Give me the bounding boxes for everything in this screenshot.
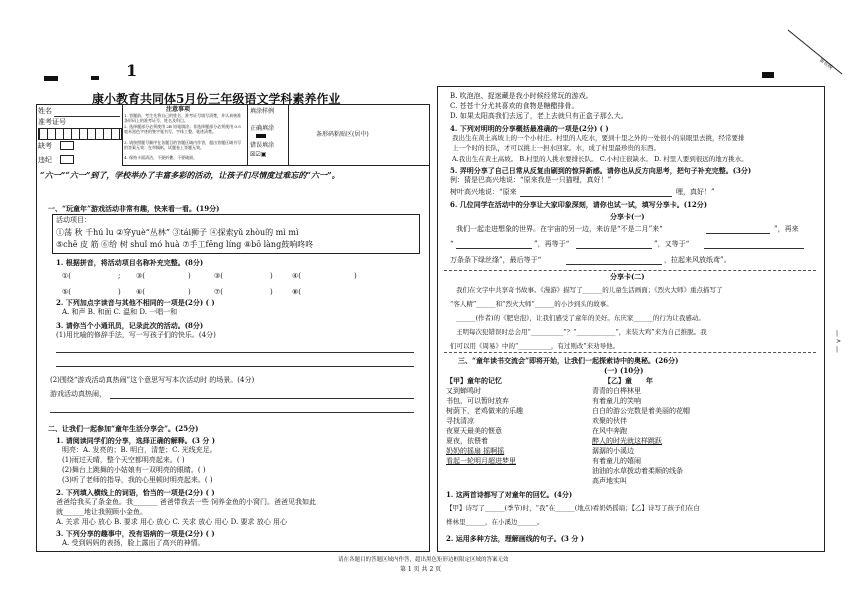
wrong-fill-label: 错误填涂 <box>250 142 275 149</box>
poem-line: 青青的白桦林里 <box>592 387 641 395</box>
answer-line[interactable] <box>56 366 414 367</box>
page-number: 1 <box>126 61 138 80</box>
wrong-fill-marks: ☒☑▣ <box>250 151 267 158</box>
notice-line: 4. 保持卡面清洁，不要折叠、不要破损。 <box>124 155 198 160</box>
answer-line[interactable] <box>456 248 532 249</box>
correct-fill-label: 正确填涂 <box>250 125 275 132</box>
part1-q3-sub2-start: 游戏活动真热闹， <box>50 390 106 398</box>
answer-line[interactable] <box>50 412 414 413</box>
share-card-1-line: ”，再等于“ <box>534 240 570 248</box>
poem-line: 夜夏天最美的惬意 <box>446 427 502 435</box>
q1-blank[interactable]: ⑤( <box>62 288 72 296</box>
exam-number-label: 准考证号 <box>38 118 66 126</box>
part2-q3-option-a[interactable]: A. 受到妈妈的表扬，脸上露出了高兴的神情。 <box>62 539 205 547</box>
q1-blank[interactable]: ③( <box>214 272 224 280</box>
poem-line: 有着童儿的嬉闹 <box>592 457 641 465</box>
part2-q4-text: 上一个时的长队，才可以挑上一担水回家。水，成了村里最珍贵的东西。 <box>452 144 660 152</box>
poem-line: 欢聚的伙伴 <box>592 417 627 425</box>
part2-q2-text: 爸爸给我买了条金鱼。我_______ 爸爸带我去一些 饲养金鱼的小窝门。爸爸见我如此 <box>56 498 316 506</box>
poem-line: 夏夜，依偎着 <box>446 437 488 445</box>
barcode-label: 条形码粘贴区(居中) <box>316 131 369 138</box>
poem-line: 树荫下，老鸡做来的乐趣 <box>446 407 523 415</box>
part2-q3: 3. 下列分享的趣事中，没有语病的一项是(2分) ( ) <box>56 529 215 538</box>
share-card-2-line: ______(作者)的《肥皂泡》，让我们感受了童年的美好。东庆家______的行为让我感动。 <box>456 314 705 322</box>
q1-blank: ) <box>188 272 191 280</box>
part2-q5: 5. 弄明分享了自己日常从反复由刷到的惊异新感。请你也从反方向思考，把句子补充完整。(3分) <box>450 166 752 175</box>
page-title: 康小教育共同体5月份三年级语文学科素养作业 <box>92 92 341 106</box>
notice-line: 1. 答题前，考生先将自己的姓名、准考证号填写清楚，并认真核准条形码上的准考证号、姓名及科目。 <box>124 113 242 123</box>
exam-number-grid[interactable] <box>38 128 122 140</box>
answer-line[interactable] <box>706 233 770 234</box>
share-card-1-line: ”，再来 <box>774 225 799 233</box>
part2-q1-definition: 明亮：A. 发亮的；B. 明白，清楚；C. 光线充足。 <box>62 446 217 454</box>
margin-marks: | > | <box>836 330 842 353</box>
divider <box>444 352 816 353</box>
footer-page: 第 1 页 共 2 页 <box>400 566 442 573</box>
q1-blank: ) <box>270 288 273 296</box>
share-card-2-line: 我们在文字中共享奇书故事。《漫游》描写了______的儿童生活画面；《烈火大师》重点描写了 <box>456 286 723 294</box>
alignment-mark-left <box>44 76 58 81</box>
poem-line: 高声地实叫 <box>592 477 627 485</box>
share-card-2-line: “客人精”______和“烈火大师”______的小沙到头的故事。 <box>450 300 613 308</box>
share-card-1-line: ，拉起来风放纸鸢”。 <box>664 256 731 264</box>
answer-line[interactable] <box>566 264 662 265</box>
part2-q6: 6. 几位同学在活动中的分享让大家印象深刻，请你也试一试，填写分享卡。(12分) <box>450 200 708 209</box>
correct-fill-mark <box>256 134 266 138</box>
share-card-1-line: 我们一起走进想象的世界。在宇宙的另一边，来访是“不是二月”来“ <box>456 225 663 233</box>
q1-blank[interactable]: ⑧( <box>292 288 302 296</box>
part2-q1-sentence[interactable]: (3)听了老师的指导，我的心里顿时明亮起来。( ) <box>62 476 213 484</box>
poem-line-underlined: 看起一轮明月超进梦里 <box>446 457 516 465</box>
share-card-2-line: 们可以用《周易》中的“__________，有过则改”来劝导他。 <box>450 342 620 350</box>
q1-blank: ) <box>270 272 273 280</box>
poem-line: 书包，可以暂时放弃 <box>446 397 509 405</box>
notice-line: 2. 选择题部分必须使用 2B 铅笔填涂；非选择题部分必须使用 0.5 毫米黑色字迹的签字笔书写，字体工整、笔迹清楚。 <box>124 124 241 134</box>
poem-jia-title: 【甲】童年的记忆 <box>446 376 502 385</box>
part3-subtitle: (一) (10分) <box>604 366 644 375</box>
answer-line[interactable] <box>56 352 414 353</box>
notice-line: 3. 请按照题号顺序在各题目的答题区域内作答，超出答题区域书写的答案无效；在草稿纸、试题卷上答题无效。 <box>124 140 242 150</box>
part3-title: 三、“童年读书交流会”即将开始，让我们一起探索诗中的奥秘。(26分) <box>458 356 679 365</box>
q1-blank[interactable]: ③( <box>136 272 146 280</box>
alignment-mark-left2 <box>91 76 99 80</box>
part1-q2-options[interactable]: A. 和声 B. 和面 C. 温和 D. 一唱一和 <box>62 308 178 316</box>
share-card-2-title: 分享卡(二) <box>610 272 645 281</box>
part1-title: 一、“玩童年”游戏活动非常有趣，快来看一看。(19分) <box>48 204 220 213</box>
activity-list-label: 活动项目： <box>56 216 91 224</box>
name-label: 姓名 <box>38 107 52 115</box>
q1-blank[interactable]: ④( <box>292 272 302 280</box>
part1-q3-sub2: (2)围绕“游戏活动真热闹”这个意思写写本次活动时 的场景。(4分) <box>50 376 255 384</box>
fill-example-label: 填涂样例 <box>250 108 275 115</box>
part2-q4: 4. 下列对明明的分享概括最准确的一项是(2分) ( ) <box>450 124 609 133</box>
corner-note: 留在线 <box>818 57 834 72</box>
answer-line[interactable] <box>520 196 672 197</box>
answer-line[interactable] <box>576 248 652 249</box>
poem-line: 油油的水草拨动着柔顺的线条 <box>592 467 683 475</box>
absent-checkbox[interactable] <box>60 141 74 150</box>
poem-line: 有着童儿的笑响 <box>592 397 641 405</box>
name-line <box>54 116 120 117</box>
part3-q1: 1. 这两首诗都写了对童年的回忆。(4分) <box>446 490 573 499</box>
part2-q1-sentence[interactable]: (2)舞台上跳舞的小姑娘有一双明亮的眼睛。( ) <box>62 466 206 474</box>
q1-blank[interactable]: ①( <box>62 272 72 280</box>
poem-line: 白白的游公完数是着美丽的花帽 <box>592 407 690 415</box>
q1-blank[interactable]: ⑥( <box>136 288 146 296</box>
answer-line[interactable] <box>704 248 804 249</box>
part2-q2-options[interactable]: A. 关求 用心 放心 B. 要求 用心 放心 C. 关求 放心 用心 D. 要求 放心 用心 <box>56 518 287 526</box>
q1-blank: ; <box>118 272 121 280</box>
part2-title: 二、让我们一起参加“童年生活分享会”。(25分) <box>48 424 199 433</box>
activity-items-row2: ⑤chē 皮 筋 ⑥给 树 shuǐ mó huà ⑦手工fēng líng ⑧bō làng鼓响咚咚 <box>56 240 314 249</box>
alignment-mark-right <box>762 72 774 78</box>
part2-q1-sentence[interactable]: (1)雨过天晴，整个天空都明亮起来。( ) <box>62 456 185 464</box>
q1-blank: ) <box>354 272 357 280</box>
part2-q1: 1. 请阅读同学们的分享，选择正确的解释。(3 分 ) <box>56 436 216 445</box>
divider <box>444 270 816 271</box>
activity-items-row1: ①荡 秋 千hú lu ②穿yuè“丛林” ③tái狮子 ④探索yǔ zhòu的 mì mì <box>56 228 299 237</box>
part2-q2: 2. 下列填入横线上的词语，恰当的一项是(2分) ( ) <box>56 488 215 497</box>
q1-blank[interactable]: ⑦( <box>214 288 224 296</box>
intro-text: “六一”“六一”到了，学校举办了丰富多彩的活动，让孩子们尽情度过难忘的“六一”。 <box>40 170 340 180</box>
share-card-1-line: “ <box>450 240 454 248</box>
violation-checkbox[interactable] <box>60 155 74 164</box>
part2-q5-example: 例：猜是巴高兴地说：“原来我是一只猫哩，真好！” <box>450 176 612 184</box>
part3-q1-fill: 【甲】诗写了______(季节)时，“我”在______(地点)看奶奶摇扇；【乙】诗写了孩子们在白 <box>446 504 701 512</box>
part1-q2: 2. 下列加点字读音与其他不相同的一项是(2分) ( ) <box>56 298 215 307</box>
part1-q3-sub1: (1)用比喻的修辞手法，写一写孩子们的快乐。(4分) <box>56 331 216 339</box>
corner-fold-line <box>786 28 846 78</box>
poem-line-underlined: 醉人的时光就这样跳跃 <box>592 437 662 445</box>
violation-label: 违纪 <box>38 156 52 164</box>
answer-line[interactable] <box>110 398 414 399</box>
part2-q3-option-b[interactable]: B. 吹泡泡、捉迷藏是我小时候经常玩的游戏。 <box>450 92 593 100</box>
share-card-1-title: 分享卡(一) <box>610 212 645 221</box>
poem-yi-title: 【乙】童 年 <box>604 376 653 385</box>
footer-warning: 请在各题目的答题区域内作答，超出黑色矩形边框限定区域的答案无效 <box>338 557 509 563</box>
share-card-1-line: ”，又等于“ <box>654 240 690 248</box>
part2-q2-text: 就______地让我照顾小金鱼。 <box>56 508 147 516</box>
part2-q5-fill-end: 哩，真好！” <box>676 188 715 196</box>
poem-line: 又到蝉鸣时 <box>446 387 481 395</box>
part1-q1: 1. 根据拼音，将活动项目名称补充完整。(8分) <box>56 258 204 267</box>
q1-blank: ) <box>118 288 121 296</box>
notice-title: 注意事项 <box>166 106 191 113</box>
q1-blank: ) <box>188 288 191 296</box>
poem-line: 潺潺的小溪边 <box>592 447 634 455</box>
part2-q5-fill: 树叶高兴地说：“原来 <box>450 188 517 196</box>
part3-q1-fill: 桦林里______，在小溪边______。 <box>446 518 544 526</box>
part1-q3: 3. 请你当个小通讯员，记录此次的活动。(8分) <box>56 321 204 330</box>
part2-q3-option-c[interactable]: C. 苍苍十分尤其喜欢的食物是糖醋排骨。 <box>450 102 579 110</box>
poem-line: 寻找清凉 <box>446 417 474 425</box>
poem-line-underlined: 奶奶的摇扇 摇啊摇 <box>446 447 505 455</box>
part3-q2: 2. 运用多种方法，理解画线的句子。(3 分 ) <box>446 534 585 543</box>
part2-q4-text: 我出生在黄土高坡上的一个小村庄。村里的人吃水，要到十里之外的一处很小的泉眼里去挑，经常要排 <box>452 134 745 142</box>
share-card-2-line: 王明每次犯错误时总会用“__________”？“____________”，来装大鸡”来为自己推脱。我 <box>456 328 707 336</box>
absent-label: 缺考 <box>38 142 52 150</box>
part2-q3-option-d[interactable]: D. 如果太阳高我们去远了，老上去就只有正盒子那么大。 <box>450 112 628 120</box>
poem-line: 在风中奔跑 <box>592 427 627 435</box>
part2-q4-options[interactable]: A.我出生在黄土高坡。 B.村里的人挑水要排长队。 C.小村庄很缺水。 D. 村里人要到很远的地方挑水。 <box>452 155 748 163</box>
share-card-1-line: 万条条下绿丝绦”，最后等于“ <box>450 256 542 264</box>
